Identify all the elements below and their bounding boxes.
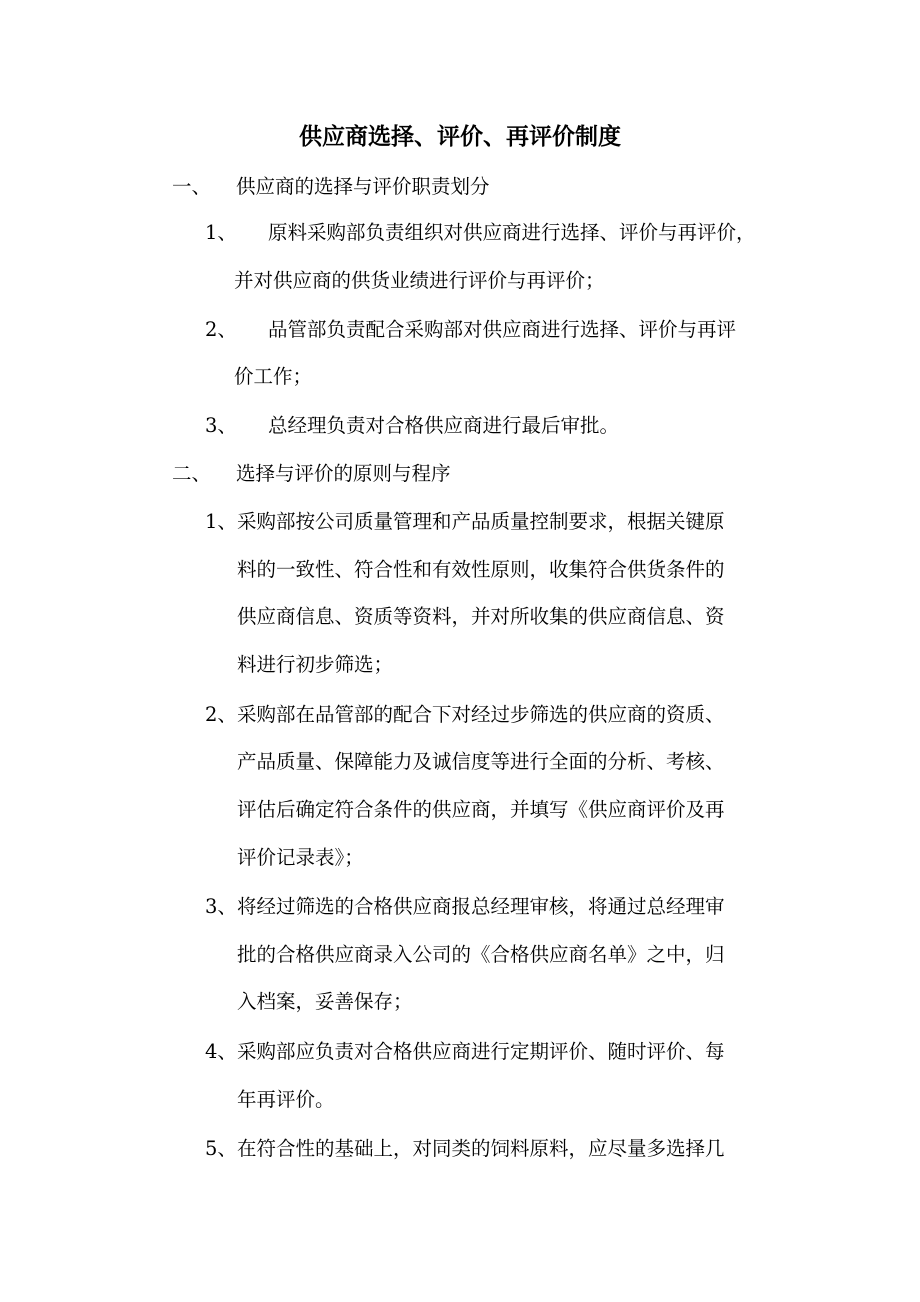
item-text-line: 将经过筛选的合格供应商报总经理审核，将通过总经理审 bbox=[237, 895, 725, 918]
item-text-line: 原料采购部负责组织对供应商进行选择、评价与再评价， bbox=[268, 221, 756, 244]
item-text-line: 总经理负责对合格供应商进行最后审批。 bbox=[268, 414, 620, 437]
document-title: 供应商选择、评价、再评价制度 bbox=[299, 123, 621, 150]
item-text-line: 采购部在品管部的配合下对经过步筛选的供应商的资质、 bbox=[237, 703, 725, 726]
item-text-line: 评估后确定符合条件的供应商，并填写《供应商评价及再 bbox=[237, 798, 725, 821]
section-heading-text: 供应商的选择与评价职责划分 bbox=[236, 175, 490, 198]
item-text-line: 并对供应商的供货业绩进行评价与再评价； bbox=[234, 269, 605, 292]
item-number: 1、 bbox=[205, 221, 237, 244]
item-number: 2、 bbox=[205, 703, 237, 726]
item-number: 4、 bbox=[205, 1040, 237, 1063]
item-number: 1、 bbox=[205, 510, 237, 533]
item-number: 3、 bbox=[205, 414, 237, 437]
item-text-line: 价工作； bbox=[234, 365, 313, 388]
item-text-line: 料的一致性、符合性和有效性原则，收集符合供货条件的 bbox=[237, 558, 725, 581]
item-text-line: 采购部按公司质量管理和产品质量控制要求，根据关键原 bbox=[237, 510, 725, 533]
item-text-line: 采购部应负责对合格供应商进行定期评价、随时评价、每 bbox=[237, 1040, 725, 1063]
item-text-line: 年再评价。 bbox=[237, 1088, 335, 1111]
item-text-line: 品管部负责配合采购部对供应商进行选择、评价与再评 bbox=[268, 318, 737, 341]
section-number: 二、 bbox=[172, 462, 212, 485]
item-number: 3、 bbox=[205, 895, 237, 918]
item-text-line: 批的合格供应商录入公司的《合格供应商名单》之中，归 bbox=[237, 943, 725, 966]
item-number: 5、 bbox=[205, 1137, 237, 1160]
item-text-line: 在符合性的基础上，对同类的饲料原料，应尽量多选择几 bbox=[237, 1137, 725, 1160]
item-text-line: 评价记录表》； bbox=[237, 846, 364, 869]
item-text-line: 产品质量、保障能力及诚信度等进行全面的分析、考核、 bbox=[237, 750, 725, 773]
item-text-line: 入档案，妥善保存； bbox=[237, 990, 413, 1013]
item-text-line: 料进行初步筛选； bbox=[237, 653, 394, 676]
item-number: 2、 bbox=[205, 318, 237, 341]
item-text-line: 供应商信息、资质等资料，并对所收集的供应商信息、资 bbox=[237, 605, 725, 628]
section-number: 一、 bbox=[172, 175, 212, 198]
section-heading-text: 选择与评价的原则与程序 bbox=[236, 462, 451, 485]
